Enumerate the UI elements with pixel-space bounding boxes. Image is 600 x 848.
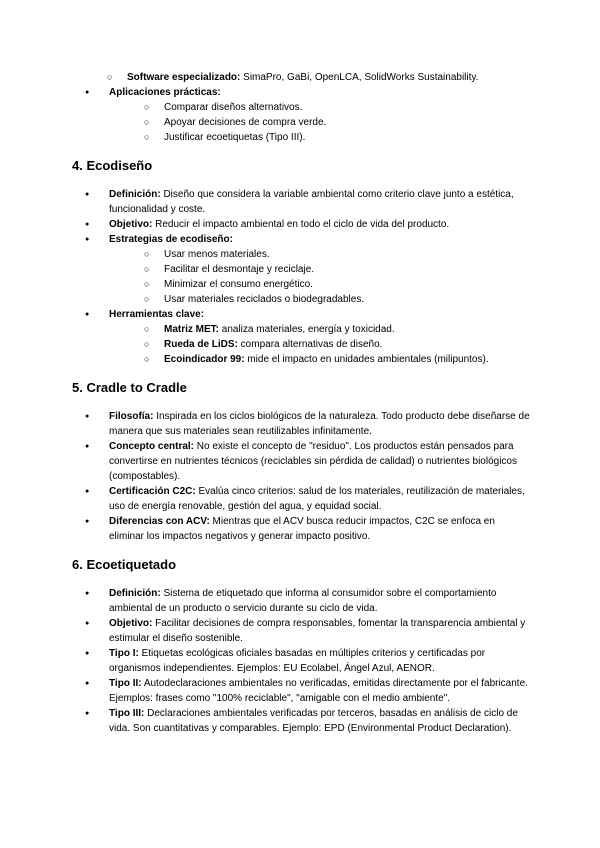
bullet-objetivo: ● Objetivo: Reducir el impacto ambiental en todo el ciclo de vida del producto. [72, 217, 532, 232]
section-list [72, 187, 532, 367]
sublist-software [72, 70, 532, 85]
bullet-estrategias: ● Estrategias de ecodiseño: ○ Usar menos materiales. ○ Facilitar el desmontaje y reciclaje. ○ Minimizar el consumo energético. ○ Usar materiales reciclados o biodegradables. [72, 232, 532, 307]
list-applications [72, 85, 532, 145]
sub-item: ○ Usar menos materiales. [144, 247, 532, 262]
section-heading: 4. Ecodiseño [72, 158, 153, 173]
bullet-certificacion: ● Certificación C2C: Evalúa cinco criterios: salud de los materiales, reutilización de materiales, uso de energía renovable, gestión del agua, y equidad social. [72, 484, 532, 514]
bullet-tipo-3: ● Tipo III: Declaraciones ambientales verificadas por terceros, basadas en análisis de ciclo de vida. Son cuantitativas y comparables. Ejemplo: EPD (Environmental Product Declaration). [72, 706, 532, 736]
bullet-applications: ● Aplicaciones prácticas: ○ Comparar diseños alternativos. ○ Apoyar decisiones de compra verde. ○ Justificar ecoetiquetas (Tipo III). [72, 85, 532, 145]
section-list [72, 586, 532, 736]
bullet-objetivo: ● Objetivo: Facilitar decisiones de compra responsables, fomentar la transparencia ambiental y estimular el diseño sostenible. [72, 616, 532, 646]
bullet-filosofia: ● Filosofía: Inspirada en los ciclos biológicos de la naturaleza. Todo producto debe diseñarse de manera que sus materiales sean reutilizables infinitamente. [72, 409, 532, 439]
bullet-definicion: ● Definición: Sistema de etiquetado que informa al consumidor sobre el comportamiento ambiental de un producto o servicio durante su ciclo de vida. [72, 586, 532, 616]
sublist-herramientas [109, 322, 532, 367]
sublist-estrategias [109, 247, 532, 307]
sub-item: ○ Apoyar decisiones de compra verde. [144, 115, 532, 130]
sub-item: ○ Minimizar el consumo energético. [144, 277, 532, 292]
sub-item: ○ Matriz MET: analiza materiales, energía y toxicidad. [144, 322, 532, 337]
bullet-diferencias: ● Diferencias con ACV: Mientras que el ACV busca reducir impactos, C2C se enfoca en eliminar los impactos negativos y generar impacto positivo. [72, 514, 532, 544]
section-ecodiseno [72, 157, 532, 367]
sub-item-software: ○ Software especializado: SimaPro, GaBi, OpenLCA, SolidWorks Sustainability. [107, 70, 532, 85]
document-body [72, 70, 532, 736]
sub-item: ○ Usar materiales reciclados o biodegradables. [144, 292, 532, 307]
section-heading: 6. Ecoetiquetado [72, 557, 177, 572]
section-cradle-to-cradle [72, 379, 532, 544]
sub-item: ○ Ecoindicador 99: mide el impacto en unidades ambientales (milipuntos). [144, 352, 532, 367]
sub-item: ○ Comparar diseños alternativos. [144, 100, 532, 115]
sub-item: ○ Justificar ecoetiquetas (Tipo III). [144, 130, 532, 145]
section-heading: 5. Cradle to Cradle [72, 380, 187, 395]
bullet-concepto: ● Concepto central: No existe el concepto de "residuo". Los productos están pensados para convertirse en nutrientes técnicos (reciclables sin pérdida de calidad) o nutrientes biológicos (compostables). [72, 439, 532, 484]
sub-item: ○ Rueda de LiDS: compara alternativas de diseño. [144, 337, 532, 352]
sublist-applications [109, 100, 532, 145]
bullet-tipo-2: ● Tipo II: Autodeclaraciones ambientales no verificadas, emitidas directamente por el fabricante. Ejemplos: frases como "100% reciclable", "amigable con el medio ambiente". [72, 676, 532, 706]
bullet-herramientas: ● Herramientas clave: ○ Matriz MET: analiza materiales, energía y toxicidad. ○ Rueda de LiDS: compara alternativas de diseño. ○ Ecoindicador 99: mide el impacto en unidades ambientales (milipuntos). [72, 307, 532, 367]
bullet-definicion: ● Definición: Diseño que considera la variable ambiental como criterio clave junto a estética, funcionalidad y coste. [72, 187, 532, 217]
sub-item: ○ Facilitar el desmontaje y reciclaje. [144, 262, 532, 277]
section-list [72, 409, 532, 544]
bullet-tipo-1: ● Tipo I: Etiquetas ecológicas oficiales basadas en múltiples criterios y certificadas por organismos independientes. Ejemplos: EU Ecolabel, Ángel Azul, AENOR. [72, 646, 532, 676]
section-ecoetiquetado [72, 556, 532, 736]
